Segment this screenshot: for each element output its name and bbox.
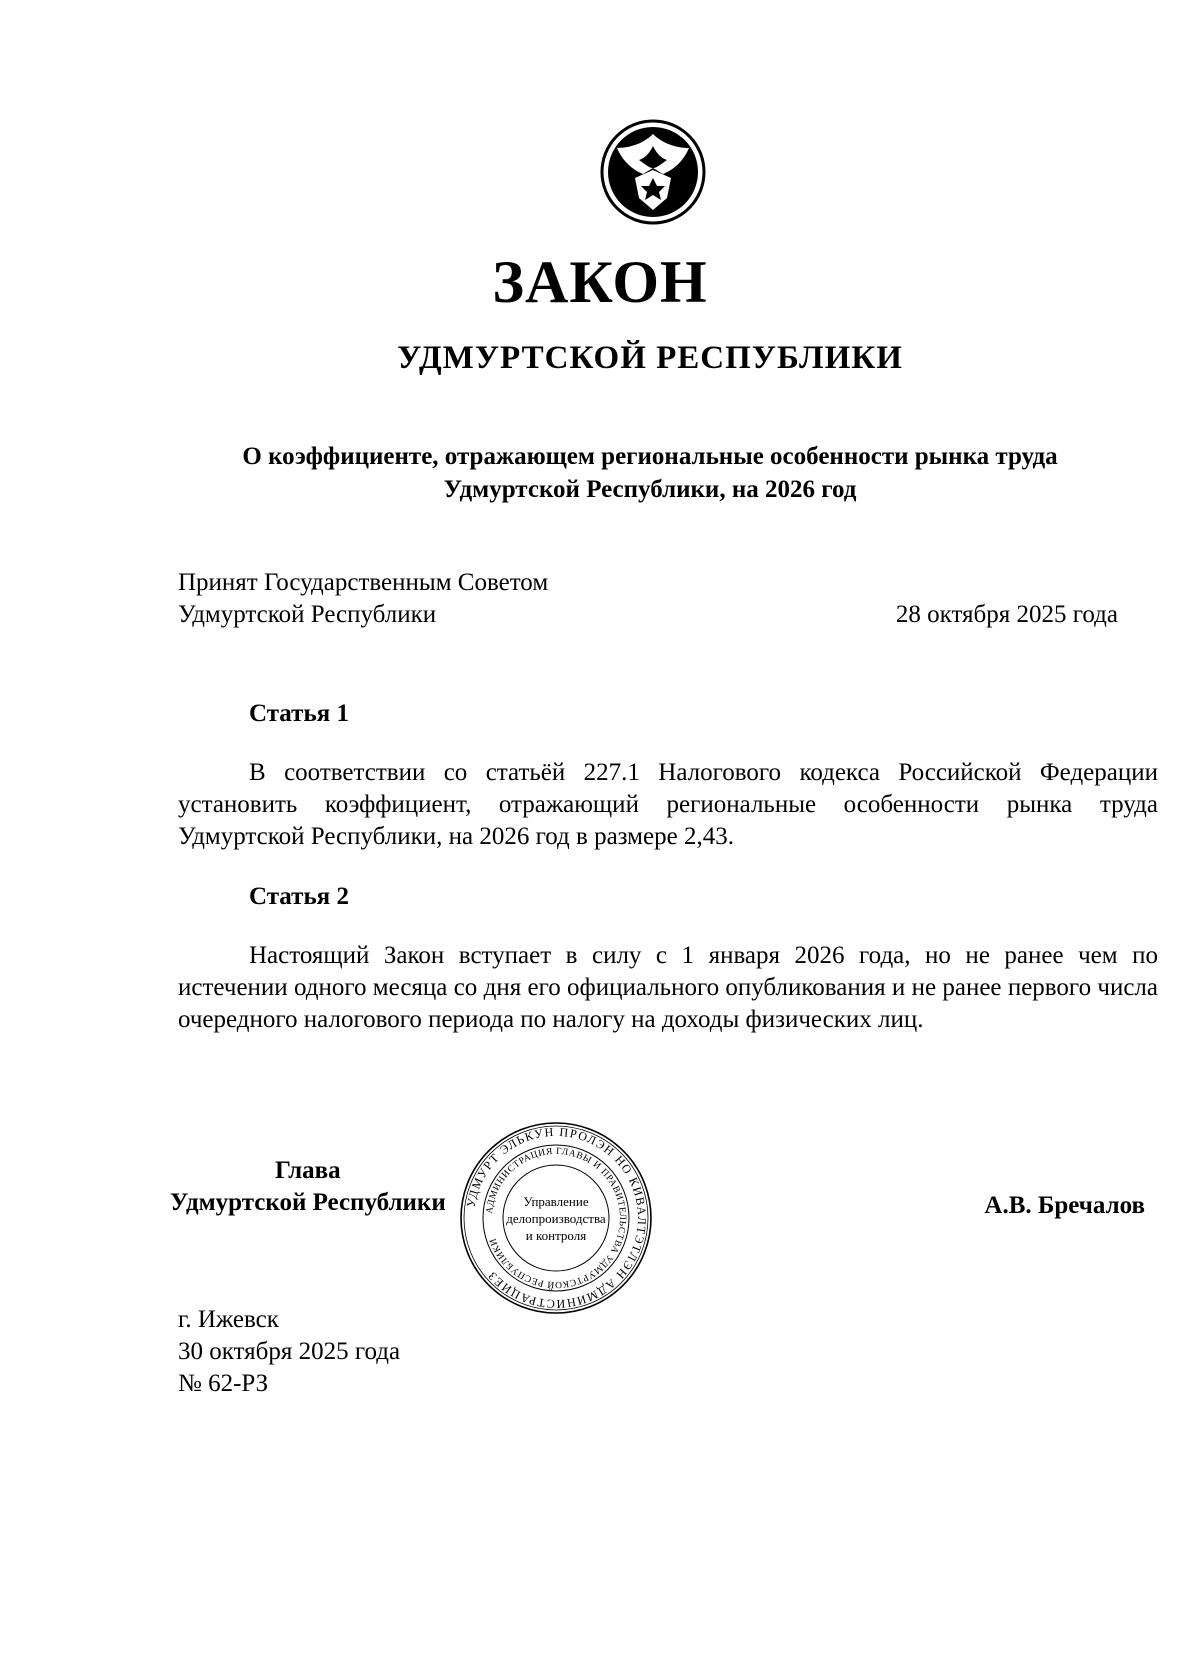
stamp-outer-ring-text: УДМУРТ ЭЛЬКУН ПРОЛЭН НО КИВАЛТЭТЛЭН АДМИНИСТРАЦИЕЗ [463,1124,650,1312]
stamp-center-line-1: Управление [523,1194,589,1209]
law-title: ЗАКОН [492,249,708,315]
article-1-heading: Статья 1 [249,700,349,727]
stamp-center-line-2: делопроизводства [506,1211,606,1226]
adoption-date: 28 октября 2025 года [895,601,1118,628]
adopted-by [178,567,548,631]
law-number: № 62-РЗ [178,1370,269,1397]
issue-details [178,1304,400,1400]
signatory-title [170,1155,446,1219]
article-1-text: В соответствии со статьёй 227.1 Налогового кодекса Российской Федерации установить коэффициент, отражающий региональные особенности рынка труда Удмуртской Республики, на 2026 год в размере 2,43. [178,759,1158,850]
official-stamp [458,1120,654,1316]
stamp-center-line-3: и контроля [525,1228,587,1243]
signatory-name: А.В. Бречалов [984,1192,1145,1219]
law-name [0,440,1200,506]
adopted-by-line-1: Принят Государственным Советом [178,569,549,596]
signatory-title-line-1: Глава [275,1157,341,1184]
article-2-text: Настоящий Закон вступает в силу с 1 января 2026 года, но не ранее чем по истечении одного месяца со дня его официального опубликования и не ранее первого числа очередного налогового периода по налогу на доходы физических лиц. [178,942,1158,1033]
coat-of-arms-icon [599,118,707,226]
issue-date: 30 октября 2025 года [178,1338,401,1365]
stamp-inner-ring-text: АДМИНИСТРАЦИЯ ГЛАВЫ И ПРАВИТЕЛЬСТВА УДМУРТСКОЙ РЕСПУБЛИКИ [485,1146,628,1290]
law-subtitle: УДМУРТСКОЙ РЕСПУБЛИКИ [397,340,903,376]
adopted-by-line-2: Удмуртской Республики [178,601,437,628]
law-name-line-1: О коэффициенте, отражающем региональные особенности рынка труда [242,443,1058,470]
law-name-line-2: Удмуртской Республики, на 2026 год [443,476,857,503]
signatory-title-line-2: Удмуртской Республики [170,1189,446,1216]
issue-place: г. Ижевск [178,1306,279,1333]
article-2-heading: Статья 2 [249,883,349,910]
